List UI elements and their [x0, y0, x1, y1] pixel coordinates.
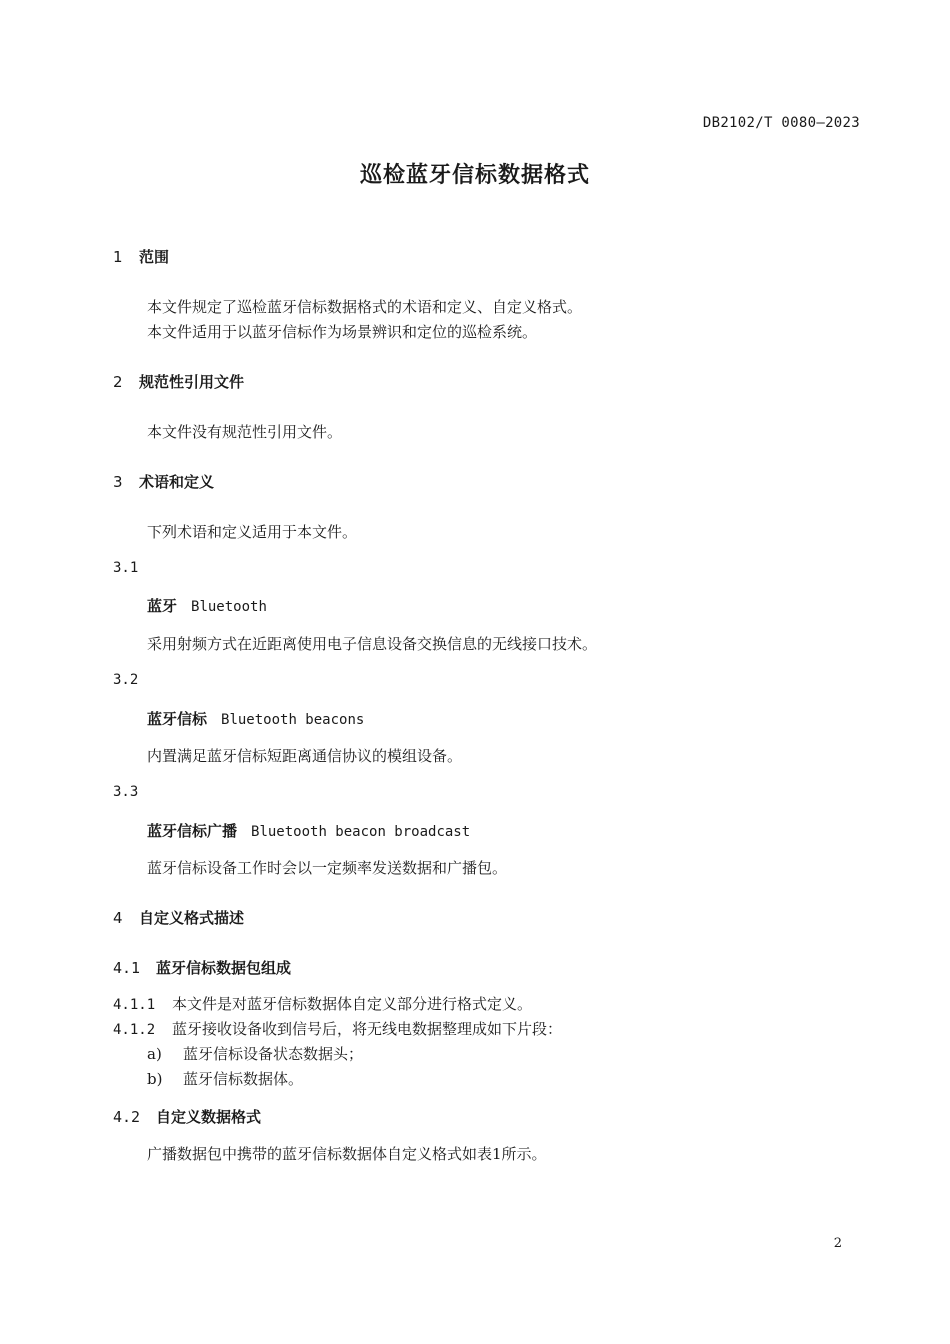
term-number: 3.3 — [113, 784, 139, 800]
paragraph: 本文件规定了巡检蓝牙信标数据格式的术语和定义、自定义格式。 — [147, 298, 583, 316]
page-number: 2 — [833, 1236, 842, 1251]
term-chinese: 蓝牙信标 — [147, 710, 208, 728]
term-number: 3.1 — [113, 560, 139, 576]
document-number: DB2102/T 0080—2023 — [702, 115, 860, 131]
term-definition: 蓝牙信标设备工作时会以一定频率发送数据和广播包。 — [147, 859, 508, 877]
term-definition: 内置满足蓝牙信标短距离通信协议的模组设备。 — [147, 747, 463, 765]
document-title: 巡检蓝牙信标数据格式 — [359, 163, 590, 188]
clause-text: 蓝牙接收设备收到信号后，将无线电数据整理成如下片段： — [172, 1020, 563, 1038]
section-number: 4 — [113, 909, 123, 927]
section-title: 规范性引用文件 — [139, 373, 245, 391]
clause-text: 本文件是对蓝牙信标数据体自定义部分进行格式定义。 — [172, 995, 533, 1013]
clause-item — [113, 993, 532, 1014]
list-item — [147, 1043, 363, 1064]
term-number: 3.2 — [113, 672, 139, 688]
paragraph: 本文件没有规范性引用文件。 — [147, 423, 343, 441]
subsection-heading-4-2 — [113, 1106, 261, 1127]
subsection-title: 蓝牙信标数据包组成 — [156, 959, 292, 977]
section-number: 3 — [113, 473, 123, 491]
paragraph: 下列术语和定义适用于本文件。 — [147, 523, 358, 541]
clause-item — [113, 1018, 562, 1039]
subsection-number: 4.2 — [113, 1108, 141, 1126]
term-entry — [147, 595, 267, 616]
clause-number: 4.1.1 — [113, 997, 156, 1013]
section-heading-3 — [113, 471, 214, 492]
section-heading-2 — [113, 371, 244, 392]
term-english: Bluetooth — [191, 599, 267, 615]
list-item — [147, 1068, 303, 1089]
section-number: 2 — [113, 373, 123, 391]
section-heading-4 — [113, 907, 244, 928]
term-english: Bluetooth beacon broadcast — [251, 824, 471, 840]
clause-number: 4.1.2 — [113, 1022, 156, 1038]
list-marker: b) — [147, 1070, 163, 1088]
term-chinese: 蓝牙信标广播 — [147, 822, 238, 840]
section-title: 术语和定义 — [139, 473, 215, 491]
subsection-heading-4-1 — [113, 957, 291, 978]
subsection-number: 4.1 — [113, 959, 141, 977]
paragraph: 本文件适用于以蓝牙信标作为场景辨识和定位的巡检系统。 — [147, 323, 538, 341]
list-text: 蓝牙信标设备状态数据头； — [183, 1045, 364, 1063]
section-title: 范围 — [139, 248, 170, 266]
list-marker: a) — [147, 1045, 162, 1063]
term-chinese: 蓝牙 — [147, 597, 178, 615]
term-english: Bluetooth beacons — [221, 712, 365, 728]
subsection-title: 自定义数据格式 — [156, 1108, 262, 1126]
paragraph: 广播数据包中携带的蓝牙信标数据体自定义格式如表1所示。 — [147, 1145, 547, 1163]
section-number: 1 — [113, 248, 123, 266]
section-title: 自定义格式描述 — [139, 909, 245, 927]
term-entry — [147, 820, 470, 841]
term-definition: 采用射频方式在近距离使用电子信息设备交换信息的无线接口技术。 — [147, 635, 598, 653]
list-text: 蓝牙信标数据体。 — [183, 1070, 304, 1088]
term-entry — [147, 708, 364, 729]
section-heading-1 — [113, 246, 169, 267]
